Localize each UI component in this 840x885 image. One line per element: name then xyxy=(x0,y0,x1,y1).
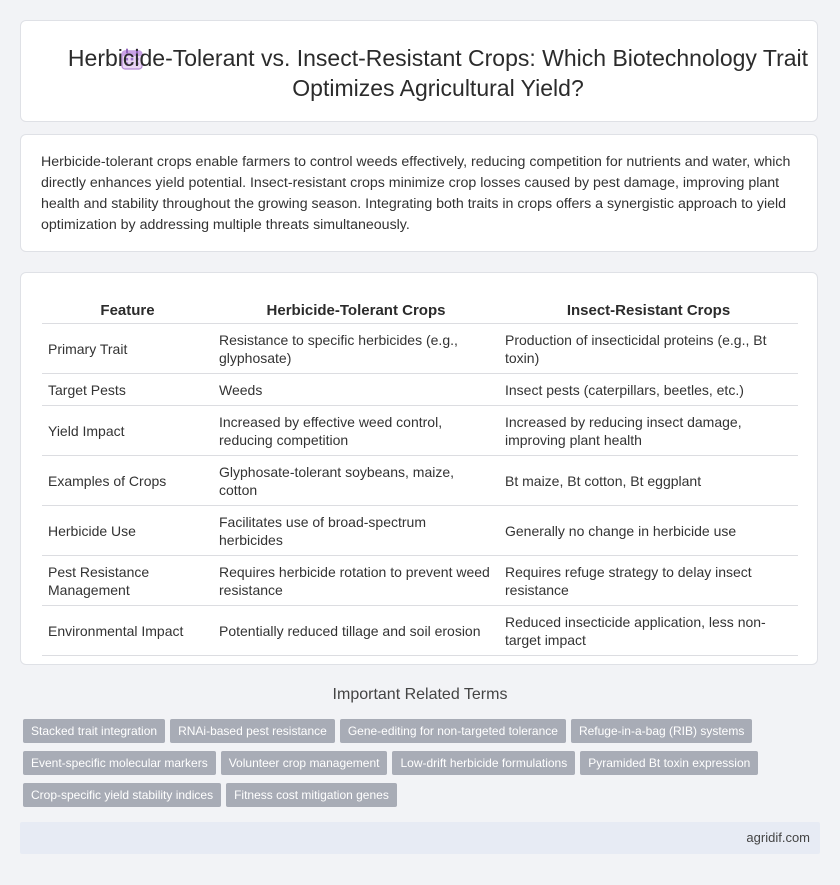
table-cell: Pest Resistance Management xyxy=(42,556,213,606)
table-header-row xyxy=(42,293,798,324)
comparison-table xyxy=(42,293,798,656)
comparison-table-card xyxy=(20,272,818,665)
table-cell: Facilitates use of broad-spectrum herbicides xyxy=(213,506,499,556)
column-header-herbicide-tolerant: Herbicide-Tolerant Crops xyxy=(213,293,499,324)
table-cell: Bt maize, Bt cotton, Bt eggplant xyxy=(499,456,798,506)
related-term-tag[interactable]: Volunteer crop management xyxy=(221,751,388,775)
table-cell: Environmental Impact xyxy=(42,606,213,656)
column-header-feature: Feature xyxy=(42,293,213,324)
related-term-tag[interactable]: Pyramided Bt toxin expression xyxy=(580,751,758,775)
table-row xyxy=(42,606,798,656)
related-term-tag[interactable]: Gene-editing for non-targeted tolerance xyxy=(340,719,566,743)
table-cell: Glyphosate-tolerant soybeans, maize, cotton xyxy=(213,456,499,506)
page-title: Herbicide-Tolerant vs. Insect-Resistant Crops: Which Biotechnology Trait Optimizes Agricultural Yield? xyxy=(67,45,809,101)
table-cell: Herbicide Use xyxy=(42,506,213,556)
table-cell: Examples of Crops xyxy=(42,456,213,506)
table-row xyxy=(42,506,798,556)
table-row xyxy=(42,374,798,406)
table-cell: Potentially reduced tillage and soil erosion xyxy=(213,606,499,656)
table-cell: Weeds xyxy=(213,374,499,406)
table-row xyxy=(42,406,798,456)
table-cell: Reduced insecticide application, less non-target impact xyxy=(499,606,798,656)
table-cell: Production of insecticidal proteins (e.g., Bt toxin) xyxy=(499,324,798,374)
intro-paragraph: Herbicide-tolerant crops enable farmers to control weeds effectively, reducing competition for nutrients and water, which directly enhances yield potential. Insect-resistant crops minimize crop losses caused by pest damage, improving plant health and stability throughout the growing season. Integrating both traits in crops offers a synergistic approach to yield optimization by addressing multiple threats simultaneously. xyxy=(41,154,791,233)
table-row xyxy=(42,456,798,506)
footer-site-link[interactable]: agridif.com xyxy=(746,830,810,845)
table-cell: Target Pests xyxy=(42,374,213,406)
related-term-tag[interactable]: Fitness cost mitigation genes xyxy=(226,783,397,807)
related-term-tag[interactable]: Crop-specific yield stability indices xyxy=(23,783,221,807)
table-cell: Increased by reducing insect damage, improving plant health xyxy=(499,406,798,456)
related-term-tag[interactable]: Low-drift herbicide formulations xyxy=(392,751,575,775)
table-row xyxy=(42,324,798,374)
table-cell: Resistance to specific herbicides (e.g., glyphosate) xyxy=(213,324,499,374)
column-header-insect-resistant: Insect-Resistant Crops xyxy=(499,293,798,324)
table-cell: Insect pests (caterpillars, beetles, etc.) xyxy=(499,374,798,406)
footer xyxy=(20,822,820,854)
table-cell: Increased by effective weed control, reducing competition xyxy=(213,406,499,456)
table-row xyxy=(42,556,798,606)
related-term-tag[interactable]: Stacked trait integration xyxy=(23,719,165,743)
table-cell: Requires herbicide rotation to prevent weed resistance xyxy=(213,556,499,606)
intro-card xyxy=(20,134,818,252)
related-terms-list xyxy=(23,719,803,815)
related-term-tag[interactable]: Refuge-in-a-bag (RIB) systems xyxy=(571,719,752,743)
related-term-tag[interactable]: RNAi-based pest resistance xyxy=(170,719,335,743)
title-card xyxy=(20,20,818,122)
table-cell: Generally no change in herbicide use xyxy=(499,506,798,556)
related-term-tag[interactable]: Event-specific molecular markers xyxy=(23,751,216,775)
table-cell: Yield Impact xyxy=(42,406,213,456)
related-terms-title: Important Related Terms xyxy=(332,686,508,703)
table-cell: Primary Trait xyxy=(42,324,213,374)
table-cell: Requires refuge strategy to delay insect resistance xyxy=(499,556,798,606)
